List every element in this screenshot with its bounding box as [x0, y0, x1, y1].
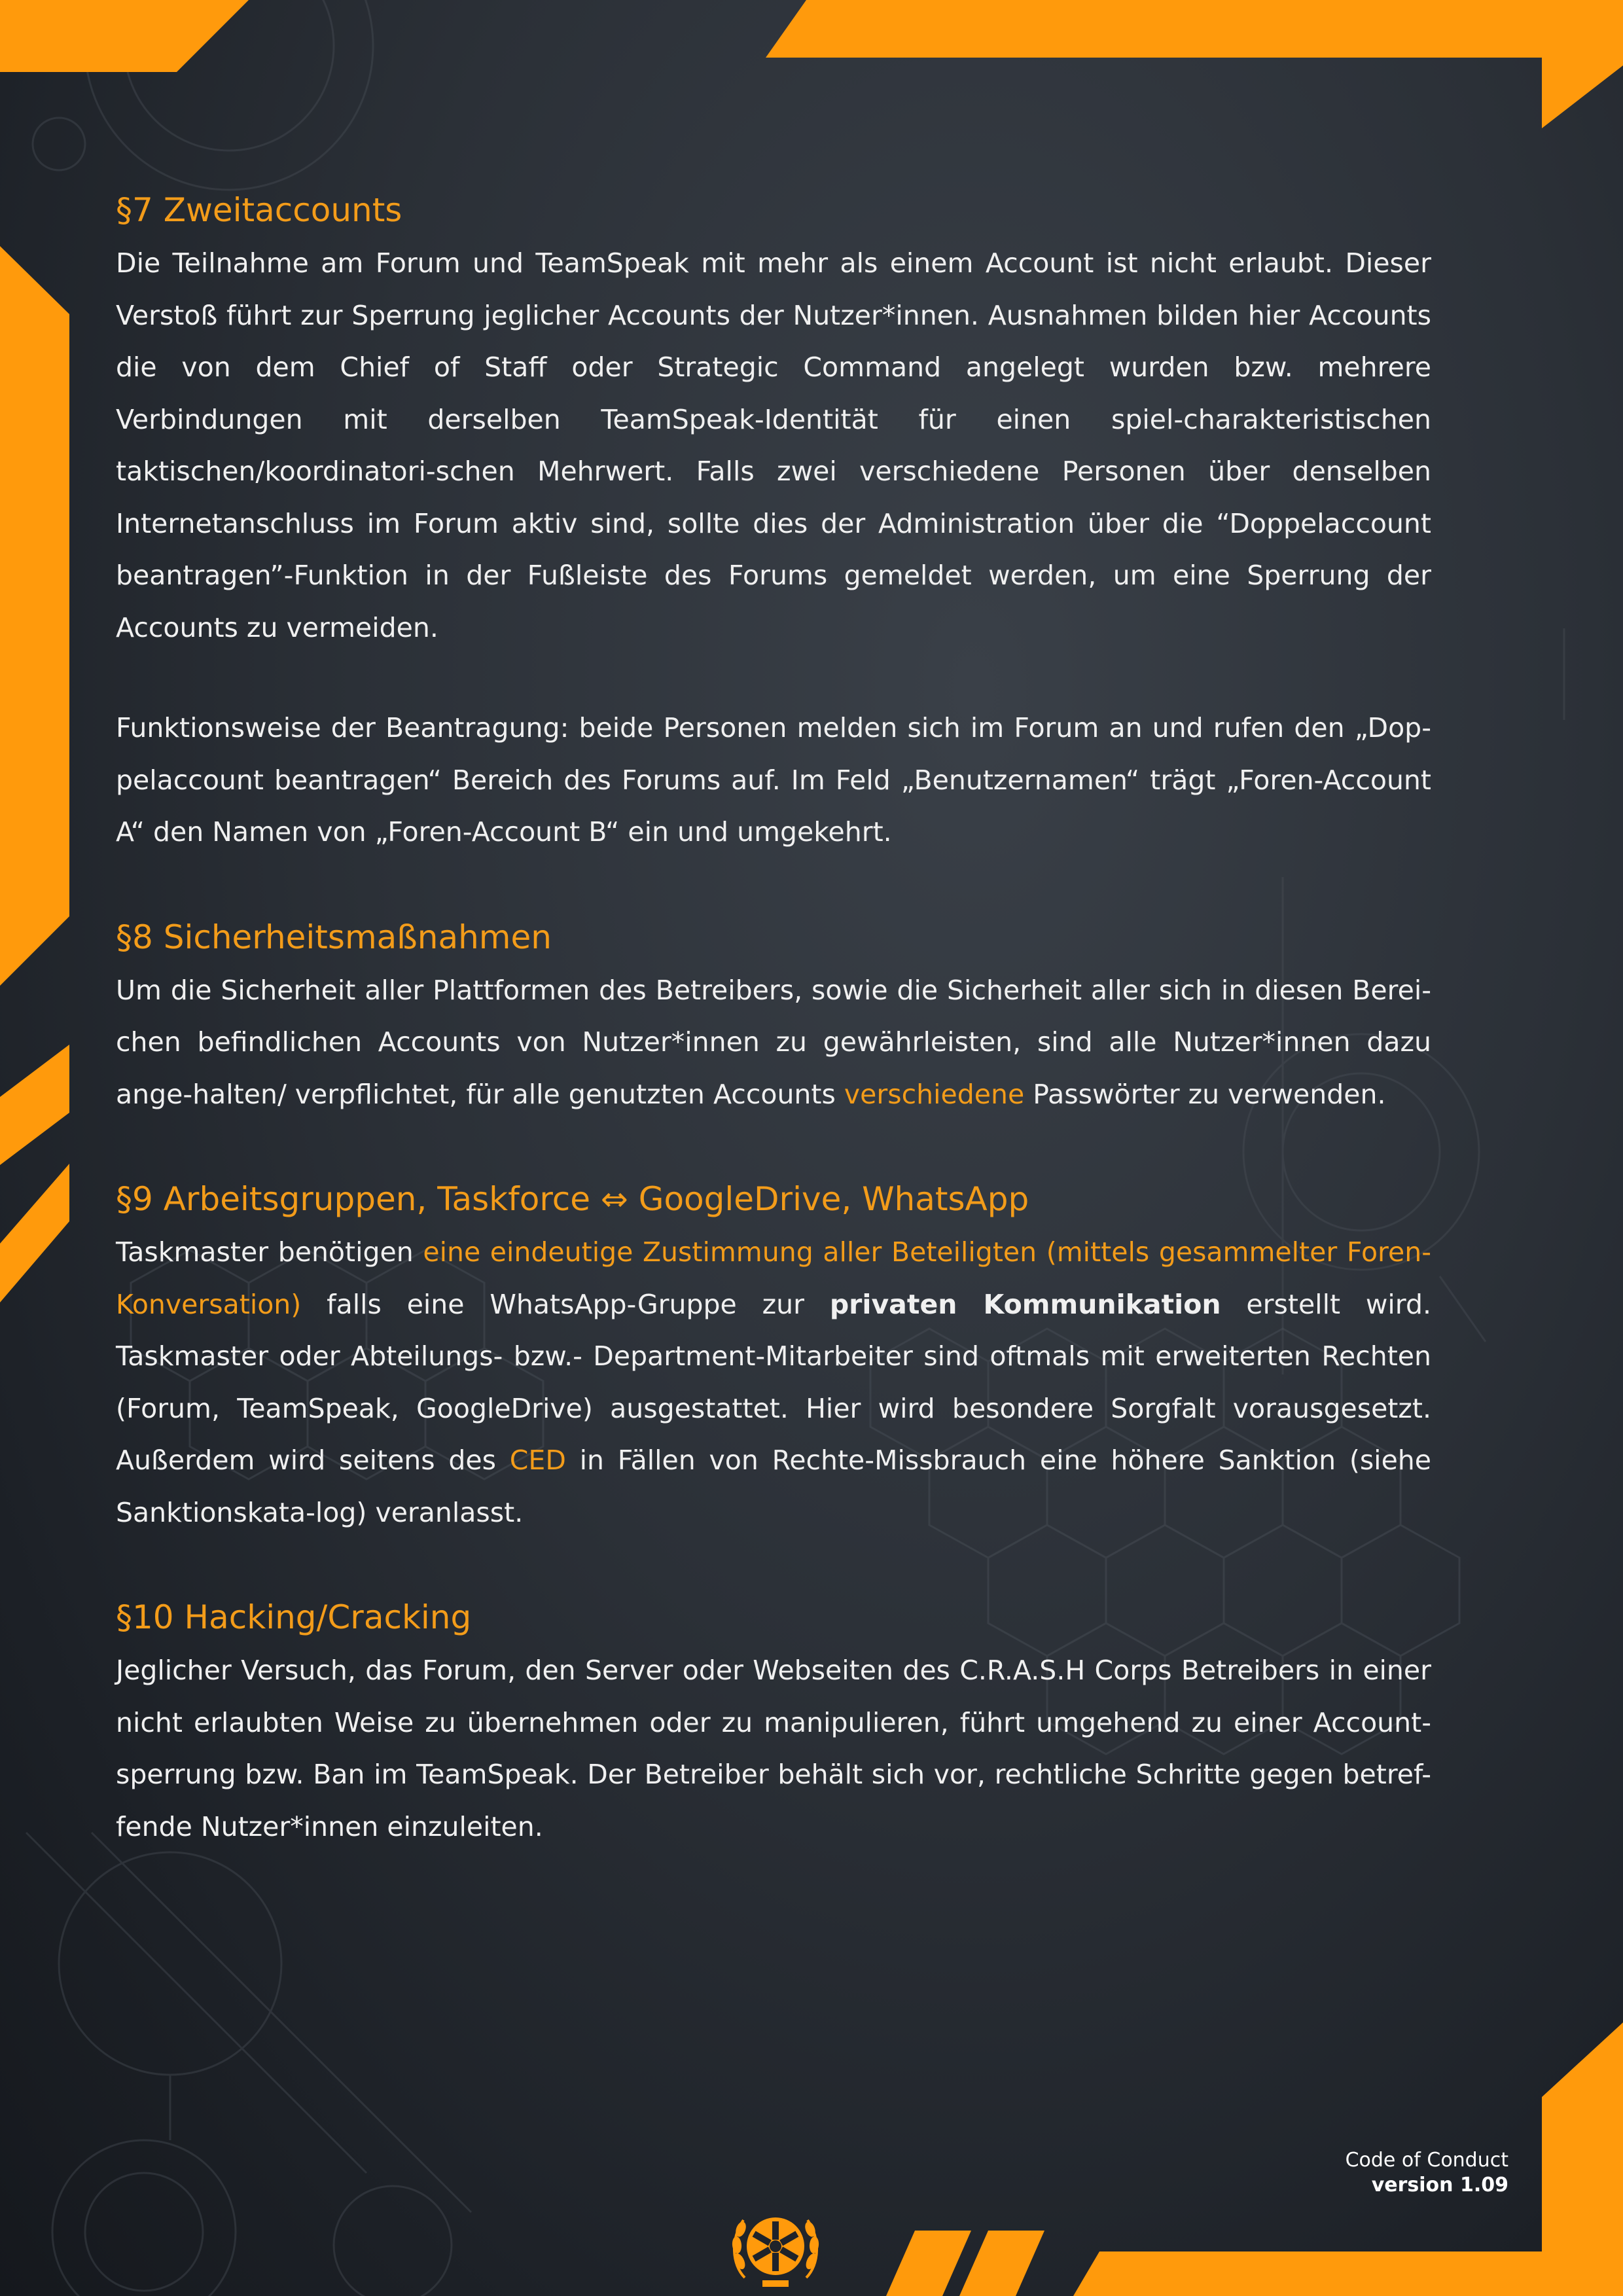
highlighted-text: eine eindeutige Zustimmung aller Beteiligten (mittels gesammelter Foren-Konversation): [116, 1236, 1431, 1320]
text-run: Um die Sicherheit aller Plattformen des Betreibers, sowie die Sicherheit aller sich in diesen Berei-chen befindlichen Accounts von Nutzer*innen zu gewährleisten, sind alle Nutzer*innen dazu ange-halten/ verpflichtet, für alle genutzten Accounts: [116, 974, 1431, 1110]
section-9-paragraph: [116, 1227, 1431, 1539]
bold-text: privaten Kommunikation: [829, 1288, 1221, 1320]
text-run: Passwörter zu verwenden.: [1024, 1078, 1386, 1110]
section-9-heading: §9 Arbeitsgruppen, Taskforce ⇔ GoogleDrive, WhatsApp: [116, 1180, 1029, 1218]
footer-title: Code of Conduct: [1345, 2149, 1508, 2172]
footer: [1346, 2148, 1508, 2198]
text-run: erstellt wird. Taskmaster oder Abteilungs- bzw.- Department-Mitarbeiter sind oftmals mit erweiterten Rechten (Forum, TeamSpeak, GoogleDrive) ausgestattet. Hier wird besondere Sorgfalt vorausgesetzt. Außerdem wird seitens des: [116, 1288, 1432, 1476]
section-7-paragraph-2: [116, 702, 1431, 859]
text-run: Die Teilnahme am Forum und TeamSpeak mit mehr als einem Account ist nicht erlaubt. Dieser Verstoß führt zur Sperrung jeglicher Accounts der Nutzer*innen. Ausnahmen bilden hier Accounts die von dem Chief of Staff oder Strategic Command angelegt wurden bzw. mehrere Verbindungen mit derselben TeamSpeak-Identität für einen spiel-charakteristischen taktischen/koordinatori-schen Mehrwert. Falls zwei verschiedene Personen über denselben Internetanschluss im Forum aktiv sind, sollte dies der Administration über die “Doppelaccount beantragen”-Funktion in der Fußleiste des Forums gemeldet werden, um eine Sperrung der Accounts zu vermeiden.: [116, 247, 1431, 643]
section-7-heading: §7 Zweitaccounts: [116, 191, 402, 229]
text-run: Funktionsweise der Beantragung: beide Personen melden sich im Forum an und rufen den „Dop-pelaccount beantragen“ Bereich des Forums auf. Im Feld „Benutzernamen“ trägt „Foren-Account A“ den Namen von „Foren-Account B“ ein und umgekehrt.: [116, 712, 1431, 848]
text-run: in Fällen von Rechte-Missbrauch eine höhere Sanktion (siehe Sanktionskata-log) veranlasst.: [116, 1444, 1432, 1528]
highlighted-text: CED: [509, 1444, 566, 1476]
text-run: falls eine WhatsApp-Gruppe zur: [301, 1288, 830, 1320]
crash-corps-emblem-icon: [726, 2199, 825, 2296]
text-run: Jeglicher Versuch, das Forum, den Server oder Webseiten des C.R.A.S.H Corps Betreibers in einer nicht erlaubten Weise zu übernehmen oder zu manipulieren, führt umgehend zu einer Account-sperrung bzw. Ban im TeamSpeak. Der Betreiber behält sich vor, rechtliche Schritte gegen betref-fende Nutzer*innen einzuleiten.: [116, 1655, 1431, 1842]
section-7-paragraph-1: [116, 238, 1431, 654]
section-8-paragraph: [116, 965, 1431, 1121]
text-run: Taskmaster benötigen: [116, 1236, 423, 1268]
highlighted-text: verschiedene: [844, 1078, 1025, 1110]
document-body: [116, 187, 1431, 1853]
section-8-heading: §8 Sicherheitsmaßnahmen: [116, 918, 552, 956]
footer-version: version 1.09: [1371, 2174, 1508, 2197]
section-10-paragraph: [116, 1645, 1431, 1853]
section-10-heading: §10 Hacking/Cracking: [116, 1598, 472, 1636]
